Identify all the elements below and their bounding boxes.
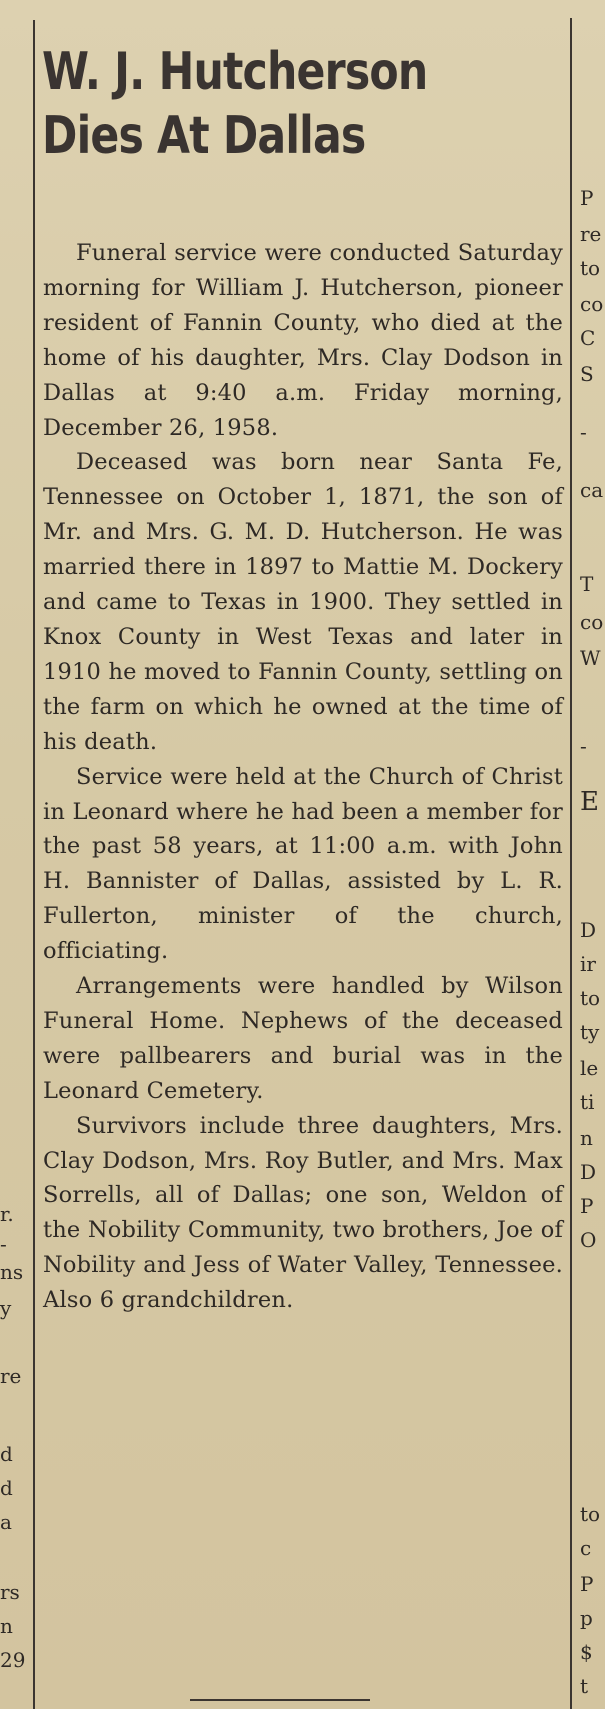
right-fragment: ir (580, 952, 596, 976)
right-fragment: - (580, 420, 587, 444)
paragraph-arrangements: Arrangements were handled by Wilson Funeral Home. Nephews of the deceased were pallbearers and burial was in the Leonard Cemetery. (43, 973, 563, 1104)
right-fragment: co (580, 610, 604, 634)
right-fragment: p (580, 1606, 593, 1630)
right-fragment: t (580, 1674, 589, 1698)
left-fragment: r. (0, 1202, 14, 1226)
right-fragment: P (580, 1194, 594, 1218)
right-fragment: D (580, 918, 597, 942)
left-fragment: - (0, 1232, 7, 1256)
right-fragment: O (580, 1228, 597, 1252)
left-fragment: re (0, 1364, 22, 1388)
left-fragment: d (0, 1442, 13, 1466)
article-body (43, 236, 563, 1318)
right-fragment: ty (580, 1020, 600, 1044)
left-fragment: n (0, 1614, 13, 1638)
right-fragment: ti (580, 1090, 595, 1114)
article-end-rule (190, 1699, 370, 1701)
right-fragment: re (580, 222, 602, 246)
right-fragment: n (580, 1126, 593, 1150)
paragraph-biography: Deceased was born near Santa Fe, Tennessee on October 1, 1871, the son of Mr. and Mrs. G. M. D. Hutcherson. He was married there in 1897 to Mattie M. Dockery and came to Texas in 1900. They settled in Knox County in West Texas and later in 1910 he moved to Fannin County, settling on the farm on which he owned at the time of his death. (43, 449, 563, 755)
left-fragment: ns (0, 1260, 24, 1284)
left-fragment: 29 (0, 1648, 26, 1672)
right-fragment: ca (580, 478, 604, 502)
right-fragment: P (580, 186, 594, 210)
right-fragment: S (580, 362, 594, 386)
paragraph-service-details: Service were held at the Church of Christ in Leonard where he had been a member for the past 58 years, at 11:00 a.m. with John H. Bannister of Dallas, assisted by L. R. Fullerton, minister of the church, officiating. (43, 763, 563, 965)
right-fragment: to (580, 256, 601, 280)
left-fragment: a (0, 1510, 12, 1534)
right-fragment: W (580, 646, 601, 670)
headline-line-1: W. J. Hutcherson (42, 42, 428, 102)
left-column-rule (33, 20, 35, 1709)
right-fragment: E (580, 787, 599, 817)
right-fragment: to (580, 986, 601, 1010)
right-column-rule (570, 18, 572, 1709)
right-fragment: P (580, 1572, 594, 1596)
left-fragment: d (0, 1476, 13, 1500)
paragraph-funeral-service: Funeral service were conducted Saturday morning for William J. Hutcherson, pioneer resident of Fannin County, who died at the home of his daughter, Mrs. Clay Dodson in Dallas at 9:40 a.m. Friday morning, December 26, 1958. (43, 240, 563, 441)
headline-line-2: Dies At Dallas (42, 106, 366, 166)
right-fragment: T (580, 572, 594, 596)
article-headline (42, 40, 468, 168)
right-fragment: - (580, 734, 587, 758)
paragraph-survivors: Survivors include three daughters, Mrs. Clay Dodson, Mrs. Roy Butler, and Mrs. Max Sorrells, all of Dallas; one son, Weldon of the Nobility Community, two brothers, Joe of Nobility and Jess of Water Valley, Tennessee. Also 6 grandchildren. (43, 1112, 563, 1314)
right-fragment: co (580, 292, 604, 316)
right-fragment: c (580, 1536, 592, 1560)
right-fragment: D (580, 1160, 597, 1184)
left-fragment: y (0, 1296, 12, 1320)
left-fragment: rs (0, 1580, 20, 1604)
right-fragment: le (580, 1056, 599, 1080)
right-fragment: C (580, 326, 596, 350)
right-fragment: $ (580, 1640, 593, 1664)
right-fragment: to (580, 1502, 601, 1526)
